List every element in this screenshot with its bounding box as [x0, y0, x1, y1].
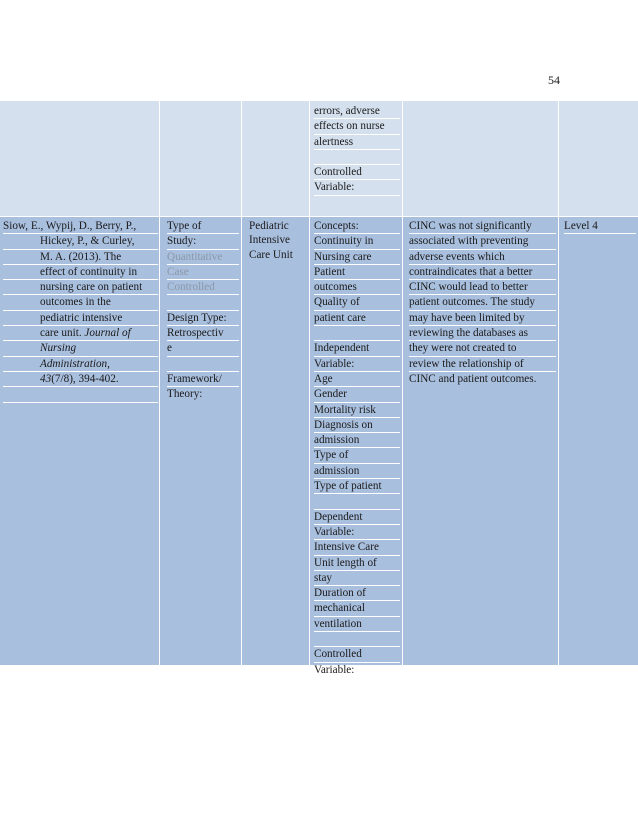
cell-line: effects on nurse: [314, 119, 400, 134]
cell-line: Quality of: [314, 295, 400, 310]
citation-line: nursing care on patient: [3, 280, 158, 295]
cell-line: errors, adverse: [314, 104, 400, 119]
cell-line: Variable:: [314, 180, 400, 195]
cell-line: Theory:: [167, 388, 203, 401]
cell-line: Duration of: [314, 586, 400, 601]
journal-title: Nursing: [3, 341, 158, 356]
cell-line: Framework/: [167, 372, 239, 387]
column-divider: [241, 101, 242, 665]
cell-variables-continued: [314, 104, 400, 196]
cell-line: CINC would lead to better: [409, 280, 556, 295]
cell-line: Type of: [167, 219, 239, 234]
cell-line: Variable:: [314, 357, 400, 372]
cell-setting: [249, 219, 307, 262]
cell-line: [314, 326, 400, 341]
citation-line: [3, 326, 158, 341]
cell-line: Care Unit: [249, 248, 293, 261]
cell-line: Mortality risk: [314, 403, 400, 418]
citation-line: Hickey, P., & Curley,: [3, 234, 158, 249]
cell-line: alertness: [314, 135, 400, 150]
cell-line: Pediatric: [249, 220, 289, 232]
cell-line: Case: [167, 265, 239, 280]
cell-line: they were not created to: [409, 341, 556, 356]
cell-line: Controlled: [167, 280, 239, 295]
column-divider: [558, 101, 559, 665]
cell-findings: [409, 219, 556, 386]
cell-line: [167, 295, 239, 310]
cell-line: may have been limited by: [409, 311, 556, 326]
column-divider: [159, 101, 160, 665]
citation-line: Siow, E., Wypij, D., Berry, P.,: [3, 219, 158, 234]
cell-line: patient outcomes. The study: [409, 295, 556, 310]
cell-line: CINC and patient outcomes.: [409, 372, 537, 385]
cell-line: Age: [314, 372, 400, 387]
volume-number: 43: [40, 372, 52, 385]
cell-line: outcomes: [314, 280, 400, 295]
cell-line: Type of: [314, 448, 400, 463]
column-divider: [309, 101, 310, 665]
cell-line: Type of patient: [314, 479, 400, 494]
cell-line: patient care: [314, 311, 400, 326]
cell-line: e: [167, 341, 239, 356]
cell-line: Variable:: [314, 525, 400, 540]
cell-line: Quantitative: [167, 250, 239, 265]
evidence-level: Level 4: [564, 219, 636, 234]
cell-line: Controlled: [314, 165, 400, 180]
cell-line: adverse events which: [409, 250, 556, 265]
citation-line: M. A. (2013). The: [3, 250, 158, 265]
cell-line: Unit length of: [314, 556, 400, 571]
cell-line: ventilation: [314, 617, 400, 632]
cell-line: [314, 494, 400, 509]
cell-line: Intensive Care: [314, 540, 400, 555]
cell-line: Dependent: [314, 510, 400, 525]
cell-line: Patient: [314, 265, 400, 280]
cell-line: Diagnosis on: [314, 418, 400, 433]
citation-line: outcomes in the: [3, 295, 158, 310]
cell-line: reviewing the databases as: [409, 326, 556, 341]
cell-line: CINC was not significantly: [409, 219, 556, 234]
citation-line: pediatric intensive: [3, 311, 158, 326]
cell-line: Independent: [314, 341, 400, 356]
page-number: 54: [548, 73, 560, 87]
cell-line: Controlled: [314, 647, 400, 662]
cell-line: Design Type:: [167, 311, 239, 326]
cell-line: [167, 357, 239, 372]
cell-line: Nursing care: [314, 250, 400, 265]
journal-title: Administration,: [3, 357, 158, 372]
cell-line: admission: [314, 464, 400, 479]
row-divider: [0, 216, 638, 217]
cell-line: [314, 632, 400, 647]
cell-line: [314, 150, 400, 165]
citation-line: effect of continuity in: [3, 265, 158, 280]
cell-line: Variable:: [314, 663, 400, 678]
cell-line: Continuity in: [314, 234, 400, 249]
citation-text: care unit.: [40, 327, 85, 340]
cell-line: admission: [314, 433, 400, 448]
journal-title: Journal of: [84, 327, 131, 340]
cell-line: Concepts:: [314, 219, 400, 234]
cell-line: associated with preventing: [409, 234, 556, 249]
cell-line: Gender: [314, 387, 400, 402]
cell-line: stay: [314, 571, 400, 586]
citation-line: [3, 372, 158, 387]
cell-line: contraindicates that a better: [409, 265, 556, 280]
cell-line: Study:: [167, 234, 239, 249]
cell-line: mechanical: [314, 601, 400, 616]
cell-variables: [314, 219, 400, 678]
column-divider: [402, 101, 403, 665]
cell-citation: [3, 219, 158, 403]
cell-study-type: [167, 219, 239, 402]
cell-line: [3, 387, 158, 402]
citation-text: (7/8), 394-402.: [51, 372, 119, 385]
cell-line: Intensive: [249, 234, 291, 247]
cell-evidence-level: [564, 219, 636, 234]
cell-line: Retrospectiv: [167, 326, 239, 341]
cell-line: review the relationship of: [409, 357, 556, 372]
